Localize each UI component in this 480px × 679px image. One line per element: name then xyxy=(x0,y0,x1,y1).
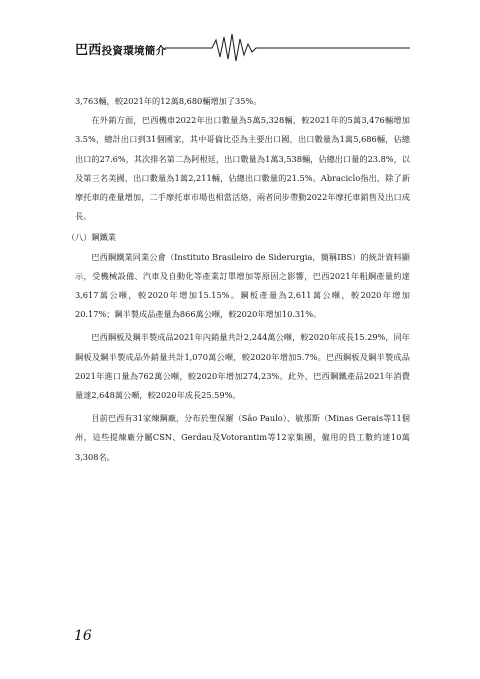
paragraph-domestic-sales: 巴西鋼板及鋼半製成品2021年內銷量共計2,244萬公噸，較2020年成長15.29%，同年鋼板及鋼半製成品外銷量共計1,070萬公噸，較2020年增加5.7%。巴西鋼板及鋼半製成品2021年進口量為762萬公噸，較2020年增加274,23%。此外，巴西鋼鐵產品2021年消費量達2,648萬公噸，較2020年成長25.59%。 xyxy=(75,332,410,401)
paragraph-ibs-stats: 巴西鋼鐵業同業公會（Instituto Brasileiro de Siderurgia，簡稱IBS）的統計資料顯示，受機械設備、汽車及自動化等產業訂單增加等原因之影響，巴西2021年粗鋼產量約達3,617萬公噸，較2020年增加15.15%。鋼板產量為2,611萬公噸，較2020年增加20.17%；鋼半製成品產量為866萬公噸，較2020年增加10.31%。 xyxy=(75,251,410,320)
paragraph-export: 在外銷方面，巴西機車2022年出口數量為5萬5,328輛，較2021年的5萬3,476輛增加3.5%，總計出口到31個國家，其中哥倫比亞為主要出口國，出口數量為1萬5,686輛，佔總出口的27.6%，其次排名第二為阿根廷，出口數量為1萬3,538輛，佔總出口量的23.8%，以及第三名美國，出口數量為1萬2,211輛，佔總出口數量的21.5%。Abraciclo指出，除了新摩托車的產量增加，二手摩托車市場也相當活絡，兩者同步帶動2022年摩托車銷售及出口成長。 xyxy=(75,115,410,222)
header-title-rest: 投資環境簡介 xyxy=(101,45,167,57)
section-heading-steel: （八）鋼鐵業 xyxy=(66,232,116,243)
page-number: 16 xyxy=(74,628,92,644)
header-title-country: 巴西 xyxy=(75,43,102,58)
paragraph-continuation: 3,763輛，較2021年的12萬8,680輛增加了35%。 xyxy=(75,96,262,106)
page-header xyxy=(0,0,480,60)
header-wave-line xyxy=(0,28,480,68)
paragraph-steel-mills: 目前巴西有31家煉鋼廠，分布於聖保羅（São Paulo）、敏那斯（Minas Gerais等11個州，這些提煉廠分屬CSN、Gerdau及Votorantim等12家集團，僱用的員工數約達10萬3,308名。 xyxy=(75,413,410,462)
body-text xyxy=(66,92,410,467)
